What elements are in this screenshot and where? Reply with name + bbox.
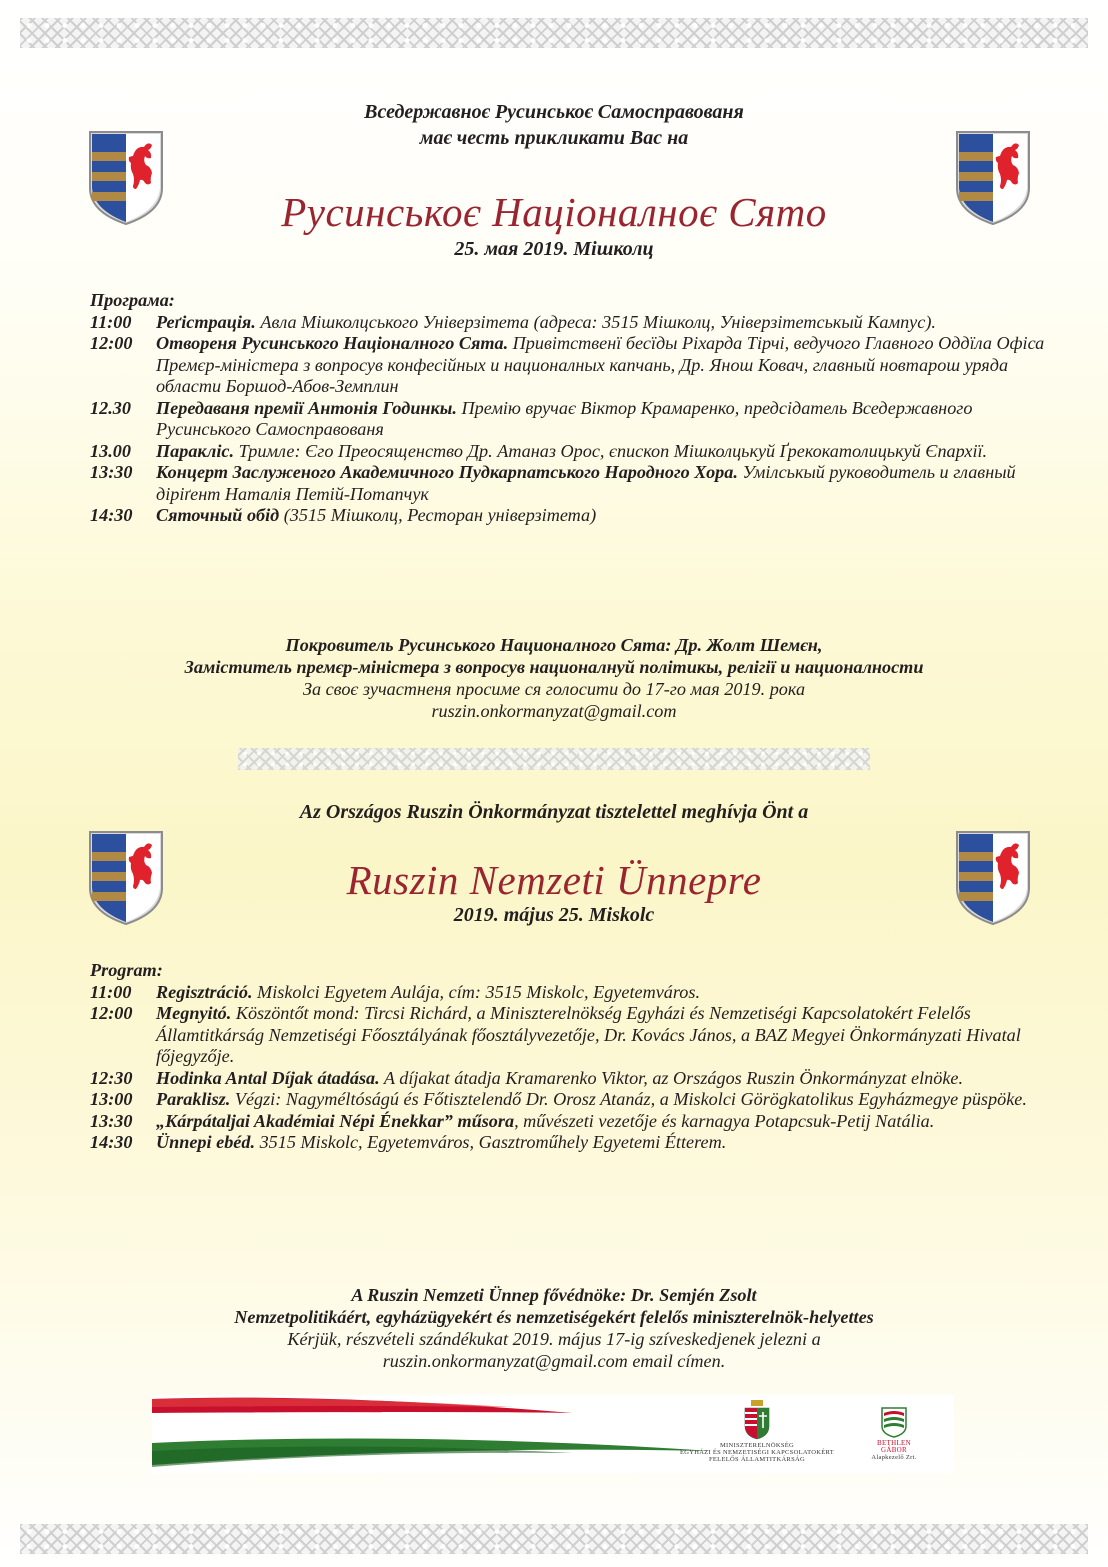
program-time: 12:00	[90, 333, 133, 353]
program-title: Paraklisz.	[156, 1089, 231, 1109]
program-time: 13:30	[90, 1110, 133, 1131]
program-time: 14:30	[90, 1132, 133, 1152]
program-time: 13.00	[90, 440, 131, 461]
program-title: Ünnepi ebéd.	[156, 1132, 256, 1152]
ministry-line3: FELELŐS ÁLLAMTITKÁRSÁG	[709, 1456, 805, 1463]
program-text: Végzi: Nagyméltóságú és Főtisztelendő Dr. Orosz Atanáz, a Miskolci Görögkatolikus Egyházmegye püspöke.	[230, 1089, 1027, 1109]
hu-patron	[0, 1284, 1108, 1372]
program-text: Умілськый руководитель и главный діріґент Наталія Петій-Потапчук	[156, 462, 1016, 504]
program-time: 11:00	[90, 981, 132, 1002]
program-row	[90, 1132, 1050, 1154]
ru-patron	[0, 634, 1108, 722]
program-text: (3515 Мішколц, Ресторан універзітета)	[279, 505, 597, 525]
program-text: Премію вручає Віктор Крамаренко, предсідатель Вседержавного Русинського Самосправованя	[156, 397, 973, 439]
hu-date: 2019. május 25. Miskolc	[453, 904, 655, 926]
hu-rsvp-line2: ruszin.onkormanyzat@gmail.com email címen.	[382, 1351, 726, 1371]
program-text: Тримле: Єго Преосященство Др. Атаназ Орос, єпископ Мішколцькуй Ґрекокатолицькуй Єпархії.	[234, 440, 988, 461]
bethlen-line2: Alapkezelő Zrt.	[871, 1454, 917, 1461]
ru-email[interactable]: ruszin.onkormanyzat@gmail.com	[431, 701, 677, 721]
decorative-border-top	[20, 18, 1088, 48]
hungarian-coat-of-arms-icon	[743, 1400, 771, 1440]
program-row	[90, 1089, 1050, 1111]
program-row	[90, 312, 1050, 334]
program-text: Köszöntőt mond: Tircsi Richárd, a Miniszterelnökség Egyházi és Nemzetiségi Kapcsolatokért Felelős Államtitkárság Nemzetiségi Főosztályának főosztályvezetője, Dr. Kovács János, a BAZ Megyei Önkormányzati Hivatal főjegyzője.	[156, 1003, 1021, 1066]
program-title: Hodinka Antal Díjak átadása.	[156, 1067, 380, 1088]
program-title: Megnyitó.	[156, 1003, 232, 1023]
program-title: Паракліс.	[156, 440, 235, 461]
ru-invite-line2: має честь прикликати Вас на	[419, 127, 689, 149]
hu-patron-line1: A Ruszin Nemzeti Ünnep fővédnöke: Dr. Semjén Zsolt	[351, 1285, 757, 1305]
program-title: Концерт Заслуженого Академичного Пудкарпатського Народного Хора.	[156, 462, 738, 482]
program-time: 12:30	[90, 1067, 133, 1088]
program-row	[90, 982, 1050, 1004]
program-text: Привітственї бесїды Ріхарда Тірчі, ведучого Главного Оддїла Офіса Премєр-міністера з вопросув конфесійных и националных капчань, Др. Янош Ковач, главный новтарош уряда области Боршод-Абов-Земплин	[156, 333, 1045, 396]
program-time: 13:30	[90, 462, 133, 482]
program-text: A díjakat átadja Kramarenko Viktor, az Országos Ruszin Önkormányzat elnöke.	[379, 1067, 964, 1088]
program-row	[90, 441, 1050, 463]
program-title: Передаваня премії Антонія Годинкы.	[156, 397, 457, 418]
program-row	[90, 505, 1050, 527]
program-title: Реґістрація.	[156, 311, 256, 332]
ru-title: Русинськоє Націоналноє Сято	[281, 189, 827, 235]
program-row	[90, 1003, 1050, 1068]
ru-rsvp-line: За своє зучастненя просиме ся голосити до 17-го мая 2019. рока	[302, 679, 806, 699]
decorative-border-bottom	[20, 1524, 1088, 1554]
program-title: Сяточный обід	[156, 505, 280, 525]
hu-title: Ruszin Nemzeti Ünnepre	[346, 857, 762, 903]
ru-date: 25. мая 2019. Мішколц	[454, 238, 654, 260]
ministry-line2: EGYHÁZI ÉS NEMZETISÉGI KAPCSOLATOKÉRT	[679, 1449, 835, 1456]
ru-invite-line1: Вседержавноє Русинськоє Самосправованя	[364, 101, 744, 123]
ru-program-label: Програма:	[90, 290, 175, 310]
hu-patron-line2: Nemzetpolitikáért, egyházügyekért és nemzetiségekért felelős miniszterelnök-helyettes	[234, 1307, 874, 1327]
bethlen-gabor-logo-icon	[880, 1406, 908, 1438]
program-row	[90, 333, 1050, 398]
program-title: „Kárpátaljai Akadémiai Népi Énekkar” műsora	[156, 1110, 515, 1131]
program-time: 11:00	[90, 311, 132, 332]
program-time: 12:00	[90, 1003, 133, 1023]
decorative-divider	[238, 748, 870, 770]
program-time: 13:00	[90, 1089, 133, 1109]
bethlen-line1: BETHLEN GÁBOR	[877, 1439, 911, 1454]
ministry-line1: MINISZTERELNÖKSÉG	[719, 1442, 795, 1449]
program-title: Regisztráció.	[156, 981, 253, 1002]
program-row	[90, 1068, 1050, 1090]
program-text: , művészeti vezetője és karnagya Potapcsuk-Petij Natália.	[514, 1110, 935, 1131]
ministry-caption	[666, 1442, 848, 1463]
hu-program-label: Program:	[90, 960, 163, 980]
program-title: Отвореня Русинського Націоналного Сята.	[156, 333, 509, 353]
program-row	[90, 462, 1050, 505]
ru-patron-line1: Покровитель Русинського Националного Сята: Др. Жолт Шемєн,	[285, 635, 823, 655]
program-text: Miskolci Egyetem Aulája, cím: 3515 Miskolc, Egyetemváros.	[252, 981, 700, 1002]
program-text: 3515 Miskolc, Egyetemváros, Gasztroműhely Egyetemi Étterem.	[255, 1132, 727, 1152]
ru-patron-line2: Заміститель премєр-міністера з вопросув националнуй політикы, релігії и националности	[184, 657, 924, 677]
hu-invite-line: Az Országos Ruszin Önkormányzat tisztelettel meghívja Önt a	[299, 801, 809, 823]
ru-program	[90, 290, 1050, 527]
hu-program	[90, 960, 1050, 1154]
program-time: 14:30	[90, 505, 133, 525]
program-time: 12.30	[90, 397, 131, 418]
bethlen-caption	[864, 1440, 924, 1461]
program-text: Авла Мішколцського Універзітета (адреса: 3515 Мішколц, Універзітетськый Кампус).	[255, 311, 936, 332]
program-row	[90, 398, 1050, 441]
program-row	[90, 1111, 1050, 1133]
hu-rsvp-line1: Kérjük, részvételi szándékukat 2019. május 17-ig szíveskedjenek jelezni a	[287, 1329, 821, 1349]
